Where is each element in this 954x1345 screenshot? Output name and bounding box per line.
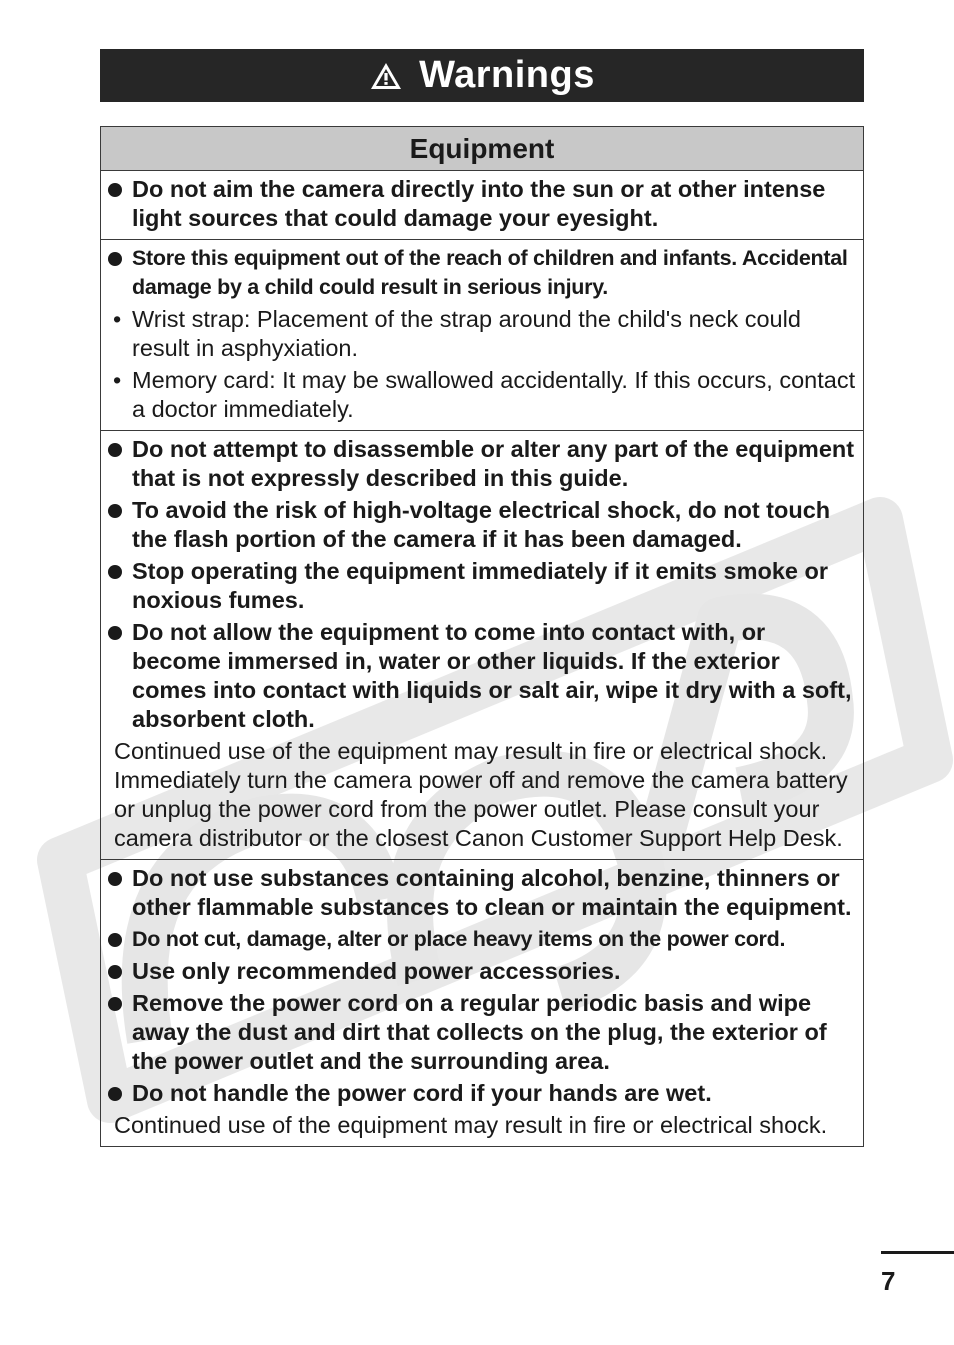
section-row: [101, 860, 863, 1146]
bullet-item: Remove the power cord on a regular periodic basis and wipe away the dust and dirt that collects on the plug, the exterior of the power outlet and the surrounding area.: [105, 989, 859, 1076]
warnings-banner: [100, 49, 864, 102]
bullet-item: Do not handle the power cord if your hands are wet.: [105, 1079, 859, 1108]
sub-item: • Wrist strap: Placement of the strap around the child's neck could result in asphyxiation.: [105, 305, 859, 363]
footer-rule: [881, 1251, 954, 1254]
bullet-item: Do not aim the camera directly into the sun or at other intense light sources that could damage your eyesight.: [105, 175, 859, 233]
section-row: [101, 171, 863, 240]
section-row: [101, 240, 863, 431]
bullet-item: To avoid the risk of high-voltage electrical shock, do not touch the flash portion of the camera if it has been damaged.: [105, 496, 859, 554]
note-text: Continued use of the equipment may result in fire or electrical shock.: [114, 1112, 828, 1138]
bullet-item: Do not use substances containing alcohol, benzine, thinners or other flammable substances to clean or maintain the equipment.: [105, 864, 859, 922]
bullet-item: Do not cut, damage, alter or place heavy items on the power cord.: [105, 925, 859, 954]
page-number: 7: [881, 1266, 896, 1296]
bullet-item: Use only recommended power accessories.: [105, 957, 859, 986]
table-heading: Equipment: [101, 127, 863, 171]
bullet-item: Store this equipment out of the reach of children and infants. Accidental damage by a child could result in serious injury.: [105, 244, 859, 302]
note-text: Continued use of the equipment may result in fire or electrical shock. Immediately turn the camera power off and remove the camera battery or unplug the power cord from the power outlet. Please consult your camera distributor or the closest Canon Customer Support Help Desk.: [114, 738, 848, 851]
section-row: [101, 431, 863, 860]
warning-triangle-icon: [369, 61, 403, 91]
bullet-item: Stop operating the equipment immediately if it emits smoke or noxious fumes.: [105, 557, 859, 615]
bullet-item: Do not allow the equipment to come into contact with, or become immersed in, water or other liquids. If the exterior comes into contact with liquids or salt air, wipe it dry with a soft, absorbent cloth.: [105, 618, 859, 734]
equipment-table: [100, 126, 864, 1147]
banner-title: Warnings: [419, 54, 595, 96]
bullet-item: Do not attempt to disassemble or alter any part of the equipment that is not expressly described in this guide.: [105, 435, 859, 493]
sub-item: • Memory card: It may be swallowed accidentally. If this occurs, contact a doctor immediately.: [105, 366, 859, 424]
